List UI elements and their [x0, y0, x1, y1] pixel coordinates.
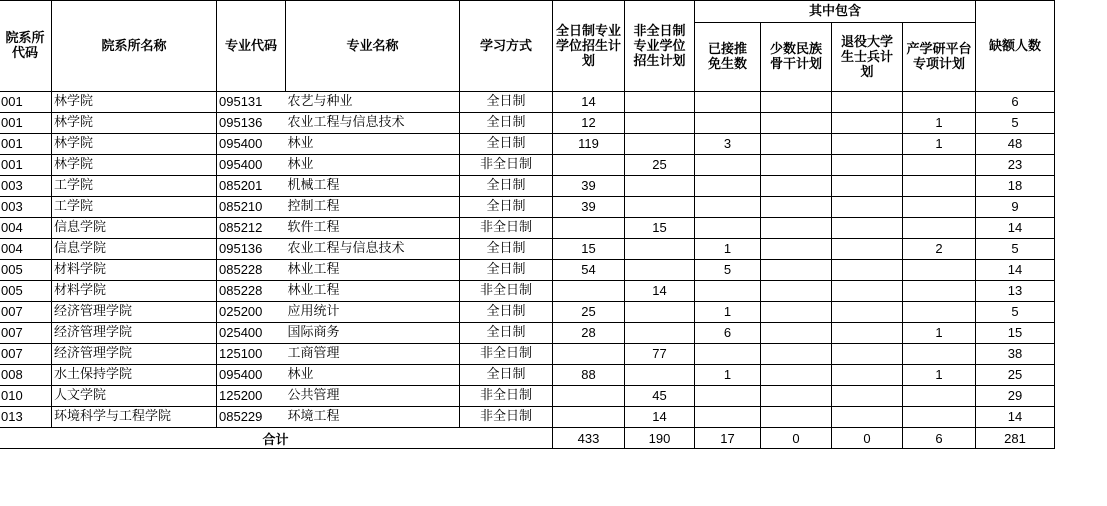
- table-row: [0, 323, 1055, 344]
- veteran-cell: [832, 197, 903, 218]
- vacancy-cell: 48: [976, 134, 1055, 155]
- vacancy-cell: 5: [976, 113, 1055, 134]
- major-name-cell: 公共管理: [286, 386, 460, 407]
- dept-code-cell: 001: [0, 155, 52, 176]
- dept-name-cell: 工学院: [52, 176, 217, 197]
- veteran-cell: [832, 155, 903, 176]
- table-row: [0, 176, 1055, 197]
- dept-name-cell: 林学院: [52, 134, 217, 155]
- veteran-cell: [832, 239, 903, 260]
- header-group-title: 其中包含: [695, 1, 976, 23]
- vacancy-cell: 14: [976, 218, 1055, 239]
- header-minority: 少数民族骨干计划: [761, 23, 832, 92]
- parttime-plan-cell: 15: [625, 218, 695, 239]
- table-row: [0, 365, 1055, 386]
- table-row: [0, 281, 1055, 302]
- vacancy-cell: 23: [976, 155, 1055, 176]
- dept-code-cell: 007: [0, 302, 52, 323]
- dept-code-cell: 001: [0, 134, 52, 155]
- minority-cell: [761, 365, 832, 386]
- veteran-cell: [832, 92, 903, 113]
- table-row: [0, 344, 1055, 365]
- dept-name-cell: 水土保持学院: [52, 365, 217, 386]
- parttime-plan-cell: [625, 239, 695, 260]
- fulltime-plan-cell: [553, 407, 625, 428]
- veteran-cell: [832, 176, 903, 197]
- exempt-cell: [695, 407, 761, 428]
- dept-code-cell: 013: [0, 407, 52, 428]
- parttime-plan-cell: 14: [625, 281, 695, 302]
- study-mode-cell: 全日制: [460, 197, 553, 218]
- parttime-plan-cell: [625, 260, 695, 281]
- industry-cell: [903, 197, 976, 218]
- major-code-cell: 095400: [217, 365, 286, 386]
- major-name-cell: 林业: [286, 155, 460, 176]
- study-mode-cell: 全日制: [460, 365, 553, 386]
- dept-name-cell: 信息学院: [52, 218, 217, 239]
- fulltime-plan-cell: 28: [553, 323, 625, 344]
- minority-cell: [761, 407, 832, 428]
- minority-cell: [761, 176, 832, 197]
- exempt-cell: [695, 197, 761, 218]
- vacancy-cell: 14: [976, 260, 1055, 281]
- header-fulltime-plan: 全日制专业学位招生计划: [553, 1, 625, 92]
- major-name-cell: 国际商务: [286, 323, 460, 344]
- total-exempt: 17: [695, 428, 761, 449]
- header-industry: 产学研平台专项计划: [903, 23, 976, 92]
- exempt-cell: 1: [695, 302, 761, 323]
- industry-cell: 2: [903, 239, 976, 260]
- table-row: [0, 260, 1055, 281]
- dept-code-cell: 001: [0, 92, 52, 113]
- dept-name-cell: 经济管理学院: [52, 344, 217, 365]
- dept-name-cell: 环境科学与工程学院: [52, 407, 217, 428]
- veteran-cell: [832, 386, 903, 407]
- table-row: [0, 386, 1055, 407]
- fulltime-plan-cell: [553, 155, 625, 176]
- minority-cell: [761, 386, 832, 407]
- major-code-cell: 025400: [217, 323, 286, 344]
- major-name-cell: 农艺与种业: [286, 92, 460, 113]
- veteran-cell: [832, 260, 903, 281]
- dept-code-cell: 004: [0, 239, 52, 260]
- parttime-plan-cell: [625, 197, 695, 218]
- minority-cell: [761, 113, 832, 134]
- dept-name-cell: 材料学院: [52, 281, 217, 302]
- exempt-cell: [695, 176, 761, 197]
- study-mode-cell: 非全日制: [460, 407, 553, 428]
- study-mode-cell: 非全日制: [460, 386, 553, 407]
- veteran-cell: [832, 281, 903, 302]
- major-code-cell: 085210: [217, 197, 286, 218]
- table-row: [0, 113, 1055, 134]
- dept-name-cell: 经济管理学院: [52, 302, 217, 323]
- dept-name-cell: 林学院: [52, 113, 217, 134]
- fulltime-plan-cell: 39: [553, 176, 625, 197]
- exempt-cell: [695, 344, 761, 365]
- industry-cell: [903, 407, 976, 428]
- dept-code-cell: 010: [0, 386, 52, 407]
- fulltime-plan-cell: 54: [553, 260, 625, 281]
- veteran-cell: [832, 113, 903, 134]
- dept-name-cell: 林学院: [52, 155, 217, 176]
- header-dept-name: 院系所名称: [52, 1, 217, 92]
- major-code-cell: 125200: [217, 386, 286, 407]
- industry-cell: [903, 302, 976, 323]
- dept-code-cell: 005: [0, 281, 52, 302]
- total-fulltime: 433: [553, 428, 625, 449]
- major-code-cell: 095131: [217, 92, 286, 113]
- dept-code-cell: 008: [0, 365, 52, 386]
- minority-cell: [761, 323, 832, 344]
- major-code-cell: 125100: [217, 344, 286, 365]
- major-name-cell: 应用统计: [286, 302, 460, 323]
- table-row: [0, 218, 1055, 239]
- header-dept-code: 院系所代码: [0, 1, 52, 92]
- major-code-cell: 095400: [217, 155, 286, 176]
- fulltime-plan-cell: 25: [553, 302, 625, 323]
- header-parttime-plan: 非全日制专业学位招生计划: [625, 1, 695, 92]
- minority-cell: [761, 92, 832, 113]
- fulltime-plan-cell: 88: [553, 365, 625, 386]
- vacancy-cell: 14: [976, 407, 1055, 428]
- vacancy-cell: 5: [976, 302, 1055, 323]
- vacancy-cell: 38: [976, 344, 1055, 365]
- major-name-cell: 机械工程: [286, 176, 460, 197]
- major-code-cell: 095400: [217, 134, 286, 155]
- minority-cell: [761, 344, 832, 365]
- parttime-plan-cell: 77: [625, 344, 695, 365]
- vacancy-cell: 9: [976, 197, 1055, 218]
- industry-cell: [903, 281, 976, 302]
- veteran-cell: [832, 302, 903, 323]
- study-mode-cell: 全日制: [460, 92, 553, 113]
- total-row: [0, 428, 1055, 449]
- table-row: [0, 155, 1055, 176]
- industry-cell: [903, 176, 976, 197]
- exempt-cell: 6: [695, 323, 761, 344]
- veteran-cell: [832, 323, 903, 344]
- dept-name-cell: 林学院: [52, 92, 217, 113]
- exempt-cell: [695, 218, 761, 239]
- dept-name-cell: 信息学院: [52, 239, 217, 260]
- minority-cell: [761, 218, 832, 239]
- vacancy-cell: 29: [976, 386, 1055, 407]
- dept-code-cell: 003: [0, 176, 52, 197]
- fulltime-plan-cell: 12: [553, 113, 625, 134]
- vacancy-cell: 15: [976, 323, 1055, 344]
- industry-cell: 1: [903, 134, 976, 155]
- veteran-cell: [832, 134, 903, 155]
- major-name-cell: 环境工程: [286, 407, 460, 428]
- study-mode-cell: 非全日制: [460, 281, 553, 302]
- major-code-cell: 085228: [217, 281, 286, 302]
- table-row: [0, 239, 1055, 260]
- header-exempt: 已接推免生数: [695, 23, 761, 92]
- fulltime-plan-cell: 39: [553, 197, 625, 218]
- major-code-cell: 085229: [217, 407, 286, 428]
- veteran-cell: [832, 344, 903, 365]
- major-name-cell: 林业工程: [286, 281, 460, 302]
- total-industry: 6: [903, 428, 976, 449]
- dept-name-cell: 人文学院: [52, 386, 217, 407]
- minority-cell: [761, 302, 832, 323]
- vacancy-cell: 13: [976, 281, 1055, 302]
- study-mode-cell: 全日制: [460, 176, 553, 197]
- veteran-cell: [832, 365, 903, 386]
- table-row: [0, 92, 1055, 113]
- header-vacancy: 缺额人数: [976, 1, 1055, 92]
- exempt-cell: [695, 281, 761, 302]
- header-study-mode: 学习方式: [460, 1, 553, 92]
- dept-name-cell: 经济管理学院: [52, 323, 217, 344]
- industry-cell: 1: [903, 365, 976, 386]
- table-row: [0, 302, 1055, 323]
- major-name-cell: 林业工程: [286, 260, 460, 281]
- study-mode-cell: 全日制: [460, 134, 553, 155]
- table-body: [0, 92, 1055, 428]
- exempt-cell: 3: [695, 134, 761, 155]
- header-row: [0, 1, 1055, 23]
- dept-code-cell: 004: [0, 218, 52, 239]
- total-veteran: 0: [832, 428, 903, 449]
- parttime-plan-cell: [625, 92, 695, 113]
- header-veteran: 退役大学生士兵计划: [832, 23, 903, 92]
- total-minority: 0: [761, 428, 832, 449]
- dept-code-cell: 007: [0, 344, 52, 365]
- vacancy-cell: 25: [976, 365, 1055, 386]
- total-vacancy: 281: [976, 428, 1055, 449]
- vacancy-cell: 18: [976, 176, 1055, 197]
- parttime-plan-cell: [625, 323, 695, 344]
- exempt-cell: [695, 92, 761, 113]
- major-code-cell: 095136: [217, 113, 286, 134]
- exempt-cell: 1: [695, 365, 761, 386]
- parttime-plan-cell: [625, 176, 695, 197]
- fulltime-plan-cell: 15: [553, 239, 625, 260]
- fulltime-plan-cell: [553, 218, 625, 239]
- exempt-cell: [695, 155, 761, 176]
- industry-cell: [903, 260, 976, 281]
- major-name-cell: 控制工程: [286, 197, 460, 218]
- fulltime-plan-cell: 119: [553, 134, 625, 155]
- exempt-cell: 5: [695, 260, 761, 281]
- study-mode-cell: 全日制: [460, 302, 553, 323]
- industry-cell: 1: [903, 323, 976, 344]
- parttime-plan-cell: 14: [625, 407, 695, 428]
- minority-cell: [761, 155, 832, 176]
- study-mode-cell: 全日制: [460, 113, 553, 134]
- major-code-cell: 085228: [217, 260, 286, 281]
- dept-code-cell: 001: [0, 113, 52, 134]
- major-name-cell: 软件工程: [286, 218, 460, 239]
- study-mode-cell: 全日制: [460, 239, 553, 260]
- study-mode-cell: 非全日制: [460, 344, 553, 365]
- table-row: [0, 197, 1055, 218]
- study-mode-cell: 非全日制: [460, 218, 553, 239]
- industry-cell: [903, 155, 976, 176]
- table-row: [0, 134, 1055, 155]
- exempt-cell: [695, 113, 761, 134]
- major-code-cell: 085201: [217, 176, 286, 197]
- total-parttime: 190: [625, 428, 695, 449]
- parttime-plan-cell: [625, 134, 695, 155]
- veteran-cell: [832, 407, 903, 428]
- table-row: [0, 407, 1055, 428]
- industry-cell: [903, 92, 976, 113]
- parttime-plan-cell: [625, 113, 695, 134]
- minority-cell: [761, 134, 832, 155]
- minority-cell: [761, 281, 832, 302]
- minority-cell: [761, 260, 832, 281]
- study-mode-cell: 非全日制: [460, 155, 553, 176]
- fulltime-plan-cell: [553, 344, 625, 365]
- vacancy-cell: 6: [976, 92, 1055, 113]
- dept-name-cell: 材料学院: [52, 260, 217, 281]
- study-mode-cell: 全日制: [460, 323, 553, 344]
- major-name-cell: 林业: [286, 134, 460, 155]
- industry-cell: [903, 218, 976, 239]
- header-major-code: 专业代码: [217, 1, 286, 92]
- major-code-cell: 025200: [217, 302, 286, 323]
- industry-cell: [903, 386, 976, 407]
- fulltime-plan-cell: 14: [553, 92, 625, 113]
- exempt-cell: 1: [695, 239, 761, 260]
- dept-code-cell: 003: [0, 197, 52, 218]
- total-label: 合计: [0, 428, 553, 449]
- industry-cell: 1: [903, 113, 976, 134]
- minority-cell: [761, 239, 832, 260]
- major-name-cell: 林业: [286, 365, 460, 386]
- major-name-cell: 工商管理: [286, 344, 460, 365]
- exempt-cell: [695, 386, 761, 407]
- major-code-cell: 085212: [217, 218, 286, 239]
- study-mode-cell: 全日制: [460, 260, 553, 281]
- minority-cell: [761, 197, 832, 218]
- veteran-cell: [832, 218, 903, 239]
- dept-code-cell: 005: [0, 260, 52, 281]
- vacancy-cell: 5: [976, 239, 1055, 260]
- parttime-plan-cell: [625, 302, 695, 323]
- major-name-cell: 农业工程与信息技术: [286, 239, 460, 260]
- major-name-cell: 农业工程与信息技术: [286, 113, 460, 134]
- dept-code-cell: 007: [0, 323, 52, 344]
- parttime-plan-cell: 45: [625, 386, 695, 407]
- parttime-plan-cell: [625, 365, 695, 386]
- dept-name-cell: 工学院: [52, 197, 217, 218]
- header-major-name: 专业名称: [286, 1, 460, 92]
- fulltime-plan-cell: [553, 386, 625, 407]
- industry-cell: [903, 344, 976, 365]
- parttime-plan-cell: 25: [625, 155, 695, 176]
- fulltime-plan-cell: [553, 281, 625, 302]
- major-code-cell: 095136: [217, 239, 286, 260]
